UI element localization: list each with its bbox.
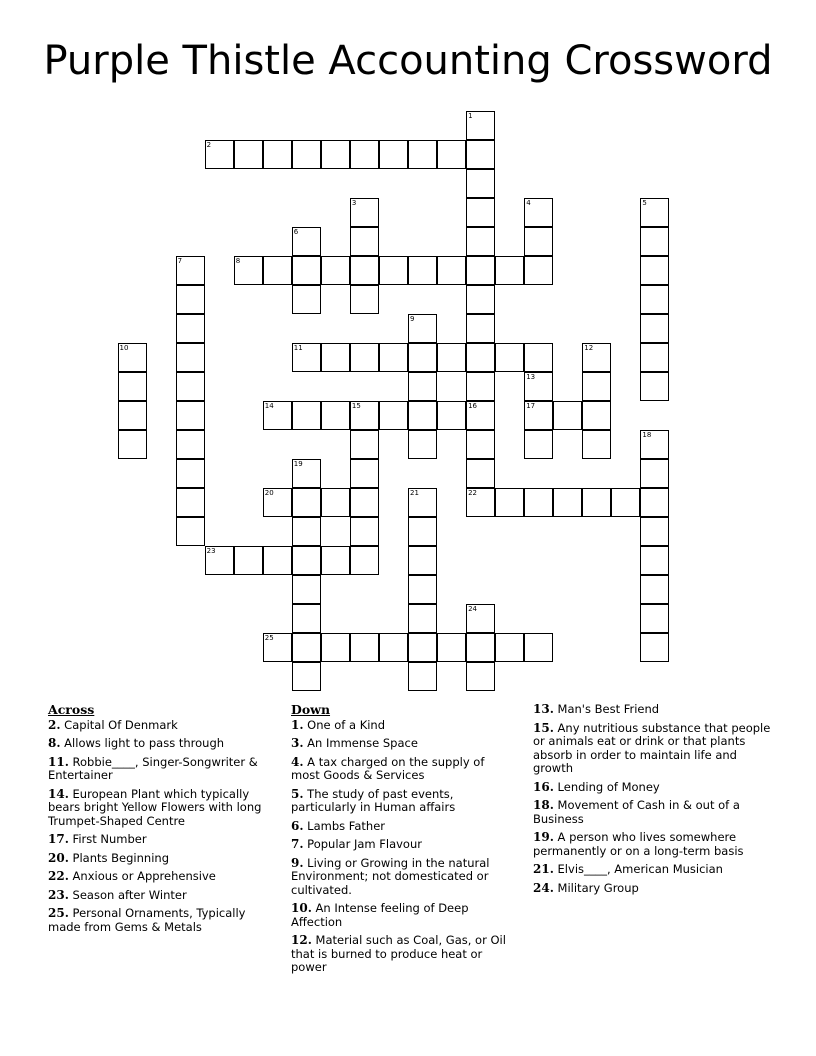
across-heading: Across xyxy=(48,702,95,717)
grid-cell[interactable] xyxy=(640,488,669,517)
grid-cell[interactable] xyxy=(408,517,437,546)
grid-cell[interactable] xyxy=(640,546,669,575)
clue-3 xyxy=(291,737,516,751)
grid-cell[interactable] xyxy=(553,488,582,517)
grid-cell[interactable] xyxy=(292,285,321,314)
cell-number: 11 xyxy=(293,343,303,352)
grid-cell[interactable] xyxy=(437,140,466,169)
grid-cell[interactable] xyxy=(466,662,495,691)
clue-23 xyxy=(48,889,266,903)
grid-cell[interactable] xyxy=(379,256,408,285)
grid-cell[interactable] xyxy=(176,372,205,401)
grid-cell[interactable] xyxy=(263,488,292,517)
clue-number: 14. xyxy=(48,786,69,801)
cell-number: 16 xyxy=(468,402,478,410)
grid-cell[interactable] xyxy=(582,430,611,459)
grid-cell[interactable] xyxy=(640,604,669,633)
grid-cell[interactable] xyxy=(292,546,321,575)
cell-number: 5 xyxy=(642,198,647,207)
grid-cell[interactable] xyxy=(466,430,495,459)
grid-cell[interactable] xyxy=(176,488,205,517)
grid-cell[interactable] xyxy=(495,256,524,285)
grid-cell[interactable] xyxy=(582,488,611,517)
grid-cell[interactable] xyxy=(176,430,205,459)
grid-cell[interactable] xyxy=(292,256,321,285)
grid-cell[interactable] xyxy=(466,604,495,633)
grid-cell[interactable] xyxy=(292,459,321,488)
grid-cell[interactable] xyxy=(350,227,379,256)
clue-text: A person who lives somewhere permanently or on a long-term basis xyxy=(533,830,744,858)
clue-22 xyxy=(48,870,266,884)
clue-text: First Number xyxy=(68,832,147,846)
grid-cell[interactable] xyxy=(263,140,292,169)
down-heading: Down xyxy=(291,702,331,717)
page-title: Purple Thistle Accounting Crossword xyxy=(43,38,773,84)
clue-text: Any nutritious substance that people or animals eat or drink or that plants absorb in order to maintain life and growth xyxy=(533,720,771,775)
clue-text: The study of past events, particularly in Human affairs xyxy=(291,786,456,814)
grid-cell[interactable] xyxy=(437,633,466,662)
clue-number: 12. xyxy=(291,933,312,947)
clue-number: 6. xyxy=(291,818,304,833)
clue-number: 19. xyxy=(533,830,554,844)
grid-cell[interactable] xyxy=(437,401,466,430)
clue-number: 20. xyxy=(48,850,69,865)
clue-1 xyxy=(291,719,516,733)
grid-cell[interactable] xyxy=(524,343,553,372)
grid-cell[interactable] xyxy=(408,140,437,169)
grid-cell[interactable] xyxy=(466,401,495,430)
down-clues-continued xyxy=(533,703,773,900)
grid-cell[interactable] xyxy=(205,546,234,575)
grid-cell[interactable] xyxy=(524,372,553,401)
grid-cell[interactable] xyxy=(176,517,205,546)
clue-text: Plants Beginning xyxy=(68,850,169,865)
grid-cell[interactable] xyxy=(640,314,669,343)
clue-4 xyxy=(291,756,516,783)
grid-cell[interactable] xyxy=(495,488,524,517)
cell-number: 3 xyxy=(351,198,357,207)
cell-number: 14 xyxy=(264,402,274,410)
grid-cell[interactable] xyxy=(176,256,205,285)
grid-cell[interactable] xyxy=(350,401,379,430)
grid-cell[interactable] xyxy=(379,140,408,169)
grid-cell[interactable] xyxy=(640,198,669,227)
grid-cell[interactable] xyxy=(350,459,379,488)
cell-number: 4 xyxy=(526,198,531,207)
grid-cell[interactable] xyxy=(640,575,669,604)
grid-cell[interactable] xyxy=(640,227,669,256)
grid-cell[interactable] xyxy=(582,372,611,401)
clue-number: 23. xyxy=(48,887,69,902)
grid-cell[interactable] xyxy=(408,343,437,372)
grid-cell[interactable] xyxy=(321,140,350,169)
clue-text: An Intense feeling of Deep Affection xyxy=(291,901,469,929)
clue-text: An Immense Space xyxy=(303,736,418,750)
grid-cell[interactable] xyxy=(234,140,263,169)
clue-number: 15. xyxy=(533,720,554,735)
cell-number: 17 xyxy=(526,402,536,410)
grid-cell[interactable] xyxy=(321,256,350,285)
clue-13 xyxy=(533,703,773,717)
grid-cell[interactable] xyxy=(292,401,321,430)
cell-number: 18 xyxy=(642,431,652,440)
grid-cell[interactable] xyxy=(350,343,379,372)
grid-cell[interactable] xyxy=(350,256,379,285)
grid-cell[interactable] xyxy=(350,488,379,517)
grid-cell[interactable] xyxy=(350,546,379,575)
grid-cell[interactable] xyxy=(524,633,553,662)
grid-cell[interactable] xyxy=(176,314,205,343)
clue-5 xyxy=(291,788,516,815)
cell-number: 13 xyxy=(526,372,536,381)
clue-number: 25. xyxy=(48,906,69,920)
clue-text: One of a Kind xyxy=(303,717,386,732)
grid-cell[interactable] xyxy=(466,372,495,401)
grid-cell[interactable] xyxy=(408,256,437,285)
clue-text: Personal Ornaments, Typically made from Gems & Metals xyxy=(48,906,246,934)
clue-number: 2. xyxy=(48,717,61,732)
cell-number: 6 xyxy=(293,227,299,236)
clue-number: 22. xyxy=(48,869,69,883)
grid-cell[interactable] xyxy=(321,343,350,372)
clue-text: Lending of Money xyxy=(553,779,660,794)
cell-number: 12 xyxy=(584,343,594,352)
clue-10 xyxy=(291,902,516,929)
grid-cell[interactable] xyxy=(437,343,466,372)
grid-cell[interactable] xyxy=(408,662,437,691)
cell-number: 21 xyxy=(410,489,419,498)
clue-17 xyxy=(48,833,266,847)
clue-12 xyxy=(291,934,516,975)
cell-number: 22 xyxy=(468,489,478,498)
grid-cell[interactable] xyxy=(553,401,582,430)
clue-text: Living or Growing in the natural Environment; not domesticated or cultivated. xyxy=(291,855,490,897)
cell-number: 24 xyxy=(468,605,478,614)
clue-19 xyxy=(533,831,773,858)
grid-cell[interactable] xyxy=(466,488,495,517)
grid-cell[interactable] xyxy=(176,401,205,430)
cell-number: 9 xyxy=(410,314,415,323)
grid-cell[interactable] xyxy=(495,343,524,372)
clue-number: 1. xyxy=(291,717,304,732)
grid-cell[interactable] xyxy=(350,140,379,169)
grid-cell[interactable] xyxy=(176,459,205,488)
grid-cell[interactable] xyxy=(466,169,495,198)
clue-number: 7. xyxy=(291,837,304,851)
grid-cell[interactable] xyxy=(466,459,495,488)
grid-cell[interactable] xyxy=(640,256,669,285)
grid-cell[interactable] xyxy=(524,430,553,459)
clue-text: Popular Jam Flavour xyxy=(303,837,422,851)
grid-cell[interactable] xyxy=(292,517,321,546)
grid-cell[interactable] xyxy=(640,372,669,401)
cell-number: 25 xyxy=(264,634,274,643)
grid-cell[interactable] xyxy=(408,633,437,662)
grid-cell[interactable] xyxy=(263,401,292,430)
grid-cell[interactable] xyxy=(292,140,321,169)
grid-cell[interactable] xyxy=(466,633,495,662)
grid-cell[interactable] xyxy=(611,488,640,517)
clue-9 xyxy=(291,857,516,898)
clue-number: 18. xyxy=(533,798,554,812)
grid-cell[interactable] xyxy=(292,343,321,372)
grid-cell[interactable] xyxy=(379,401,408,430)
clue-number: 21. xyxy=(533,862,554,876)
grid-cell[interactable] xyxy=(118,430,147,459)
grid-cell[interactable] xyxy=(640,459,669,488)
grid-cell[interactable] xyxy=(350,285,379,314)
clue-number: 3. xyxy=(291,736,304,750)
clue-21 xyxy=(533,863,773,877)
cell-number: 19 xyxy=(293,460,303,469)
clue-15 xyxy=(533,722,773,776)
cell-number: 20 xyxy=(264,489,274,498)
clue-text: Allows light to pass through xyxy=(60,736,225,750)
down-clues xyxy=(291,703,516,980)
grid-cell[interactable] xyxy=(408,488,437,517)
grid-cell[interactable] xyxy=(437,256,466,285)
clue-8 xyxy=(48,737,266,751)
clue-text: Anxious or Apprehensive xyxy=(68,869,216,883)
grid-cell[interactable] xyxy=(524,488,553,517)
clue-number: 4. xyxy=(291,754,304,769)
clue-text: Man's Best Friend xyxy=(553,702,660,716)
grid-cell[interactable] xyxy=(466,285,495,314)
clue-6 xyxy=(291,820,516,834)
clue-number: 10. xyxy=(291,901,312,915)
clue-text: European Plant which typically bears bright Yellow Flowers with long Trumpet-Shaped Centre xyxy=(48,786,262,828)
grid-cell[interactable] xyxy=(176,285,205,314)
grid-cell[interactable] xyxy=(408,604,437,633)
grid-cell[interactable] xyxy=(292,604,321,633)
grid-cell[interactable] xyxy=(466,256,495,285)
grid-cell[interactable] xyxy=(234,256,263,285)
grid-cell[interactable] xyxy=(466,111,495,140)
clue-number: 17. xyxy=(48,832,69,846)
grid-cell[interactable] xyxy=(118,343,147,372)
cell-number: 23 xyxy=(206,547,216,556)
clue-number: 16. xyxy=(533,779,554,794)
grid-cell[interactable] xyxy=(524,198,553,227)
clue-number: 11. xyxy=(48,754,69,769)
clue-number: 5. xyxy=(291,786,304,801)
grid-cell[interactable] xyxy=(640,430,669,459)
grid-cell[interactable] xyxy=(118,401,147,430)
clue-25 xyxy=(48,907,266,934)
grid-cell[interactable] xyxy=(466,198,495,227)
grid-cell[interactable] xyxy=(640,633,669,662)
grid-cell[interactable] xyxy=(292,662,321,691)
grid-cell[interactable] xyxy=(118,372,147,401)
clue-18 xyxy=(533,799,773,826)
grid-cell[interactable] xyxy=(350,517,379,546)
clue-text: A tax charged on the supply of most Goods & Services xyxy=(291,754,485,782)
clue-7 xyxy=(291,838,516,852)
grid-cell[interactable] xyxy=(582,401,611,430)
clue-text: Elvis____, American Musician xyxy=(553,862,723,876)
grid-cell[interactable] xyxy=(321,633,350,662)
clue-24 xyxy=(533,882,773,896)
cell-number: 8 xyxy=(235,256,241,265)
grid-cell[interactable] xyxy=(292,633,321,662)
clue-text: Movement of Cash in & out of a Business xyxy=(533,798,740,826)
grid-cell[interactable] xyxy=(640,517,669,546)
grid-cell[interactable] xyxy=(350,198,379,227)
grid-cell[interactable] xyxy=(495,633,524,662)
grid-cell[interactable] xyxy=(205,140,234,169)
cell-number: 1 xyxy=(468,111,473,120)
grid-cell[interactable] xyxy=(466,343,495,372)
clue-20 xyxy=(48,852,266,866)
grid-cell[interactable] xyxy=(321,401,350,430)
clue-text: Robbie____, Singer-Songwriter & Entertainer xyxy=(48,754,258,782)
grid-cell[interactable] xyxy=(582,343,611,372)
clue-14 xyxy=(48,788,266,829)
grid-cell[interactable] xyxy=(408,575,437,604)
clue-number: 9. xyxy=(291,855,304,870)
grid-cell[interactable] xyxy=(176,343,205,372)
grid-cell[interactable] xyxy=(350,430,379,459)
grid-cell[interactable] xyxy=(263,256,292,285)
grid-cell[interactable] xyxy=(408,401,437,430)
grid-cell[interactable] xyxy=(234,546,263,575)
grid-cell[interactable] xyxy=(640,343,669,372)
grid-cell[interactable] xyxy=(408,546,437,575)
clue-number: 24. xyxy=(533,880,554,895)
grid-cell[interactable] xyxy=(292,575,321,604)
grid-cell[interactable] xyxy=(466,140,495,169)
clue-2 xyxy=(48,719,266,733)
clue-text: Lambs Father xyxy=(303,818,385,833)
clue-text: Military Group xyxy=(553,880,639,895)
grid-cell[interactable] xyxy=(379,343,408,372)
grid-cell[interactable] xyxy=(466,227,495,256)
clue-16 xyxy=(533,781,773,795)
clue-text: Capital Of Denmark xyxy=(60,717,178,732)
grid-cell[interactable] xyxy=(321,546,350,575)
cell-number: 10 xyxy=(119,343,129,352)
grid-cell[interactable] xyxy=(408,314,437,343)
grid-cell[interactable] xyxy=(524,227,553,256)
grid-cell[interactable] xyxy=(263,633,292,662)
clue-number: 8. xyxy=(48,736,61,750)
cell-number: 7 xyxy=(177,256,183,265)
grid-cell[interactable] xyxy=(350,633,379,662)
grid-cell[interactable] xyxy=(524,256,553,285)
grid-cell[interactable] xyxy=(408,372,437,401)
cell-number: 2 xyxy=(206,140,212,149)
clue-text: Season after Winter xyxy=(68,887,187,902)
grid-cell[interactable] xyxy=(321,488,350,517)
grid-cell[interactable] xyxy=(524,401,553,430)
grid-cell[interactable] xyxy=(292,488,321,517)
cell-number: 15 xyxy=(351,402,361,410)
grid-cell[interactable] xyxy=(379,633,408,662)
clue-number: 13. xyxy=(533,702,554,716)
grid-cell[interactable] xyxy=(263,546,292,575)
across-clues xyxy=(48,703,266,939)
grid-cell[interactable] xyxy=(466,314,495,343)
clue-text: Material such as Coal, Gas, or Oil that is burned to produce heat or power xyxy=(291,933,506,974)
clue-11 xyxy=(48,756,266,783)
grid-cell[interactable] xyxy=(640,285,669,314)
grid-cell[interactable] xyxy=(408,430,437,459)
grid-cell[interactable] xyxy=(292,227,321,256)
